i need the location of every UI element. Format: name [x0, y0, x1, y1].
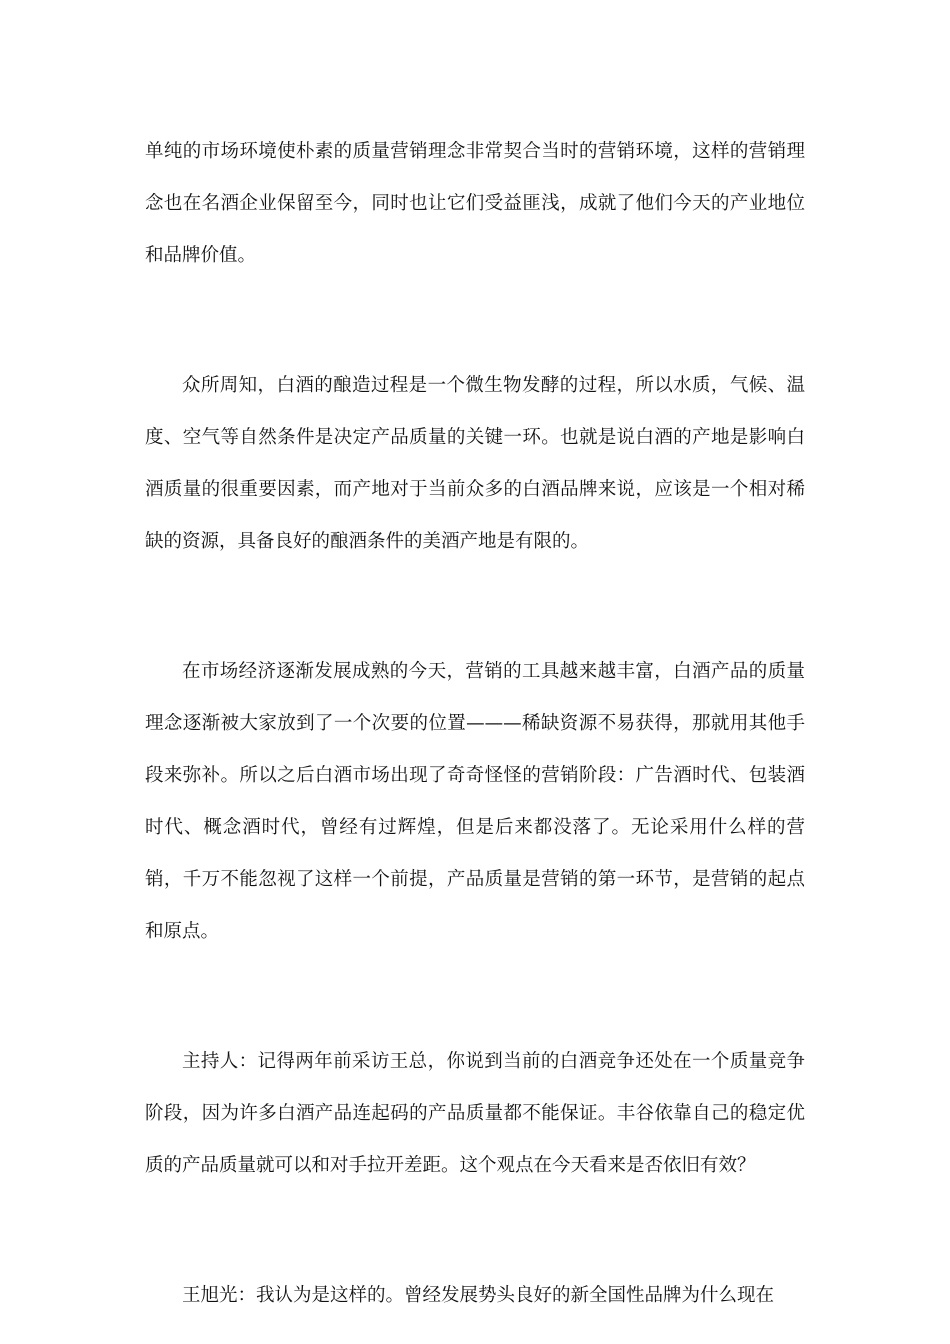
- paragraph-4: 主持人：记得两年前采访王总，你说到当前的白酒竞争还处在一个质量竞争阶段，因为许多白酒产品连起码的产品质量都不能保证。丰谷依靠自己的稳定优质的产品质量就可以和对手拉开差距。这个观点在今天看来是否依旧有效？: [145, 1051, 805, 1176]
- document-body: [145, 126, 805, 1322]
- paragraph-1: 单纯的市场环境使朴素的质量营销理念非常契合当时的营销环境，这样的营销理念也在名酒企业保留至今，同时也让它们受益匪浅，成就了他们今天的产业地位和品牌价值。: [145, 141, 805, 266]
- paragraph-3: 在市场经济逐渐发展成熟的今天，营销的工具越来越丰富，白酒产品的质量理念逐渐被大家放到了一个次要的位置———稀缺资源不易获得，那就用其他手段来弥补。所以之后白酒市场出现了奇奇怪怪的营销阶段：广告酒时代、包装酒时代、概念酒时代，曾经有过辉煌，但是后来都没落了。无论采用什么样的营销，千万不能忽视了这样一个前提，产品质量是营销的第一环节，是营销的起点和原点。: [145, 661, 805, 942]
- paragraph-2: 众所周知，白酒的酿造过程是一个微生物发酵的过程，所以水质，气候、温度、空气等自然条件是决定产品质量的关键一环。也就是说白酒的产地是影响白酒质量的很重要因素，而产地对于当前众多的白酒品牌来说，应该是一个相对稀缺的资源，具备良好的酿酒条件的美酒产地是有限的。: [145, 375, 805, 552]
- paragraph-5: 王旭光：我认为是这样的。曾经发展势头良好的新全国性品牌为什么现在: [182, 1285, 775, 1306]
